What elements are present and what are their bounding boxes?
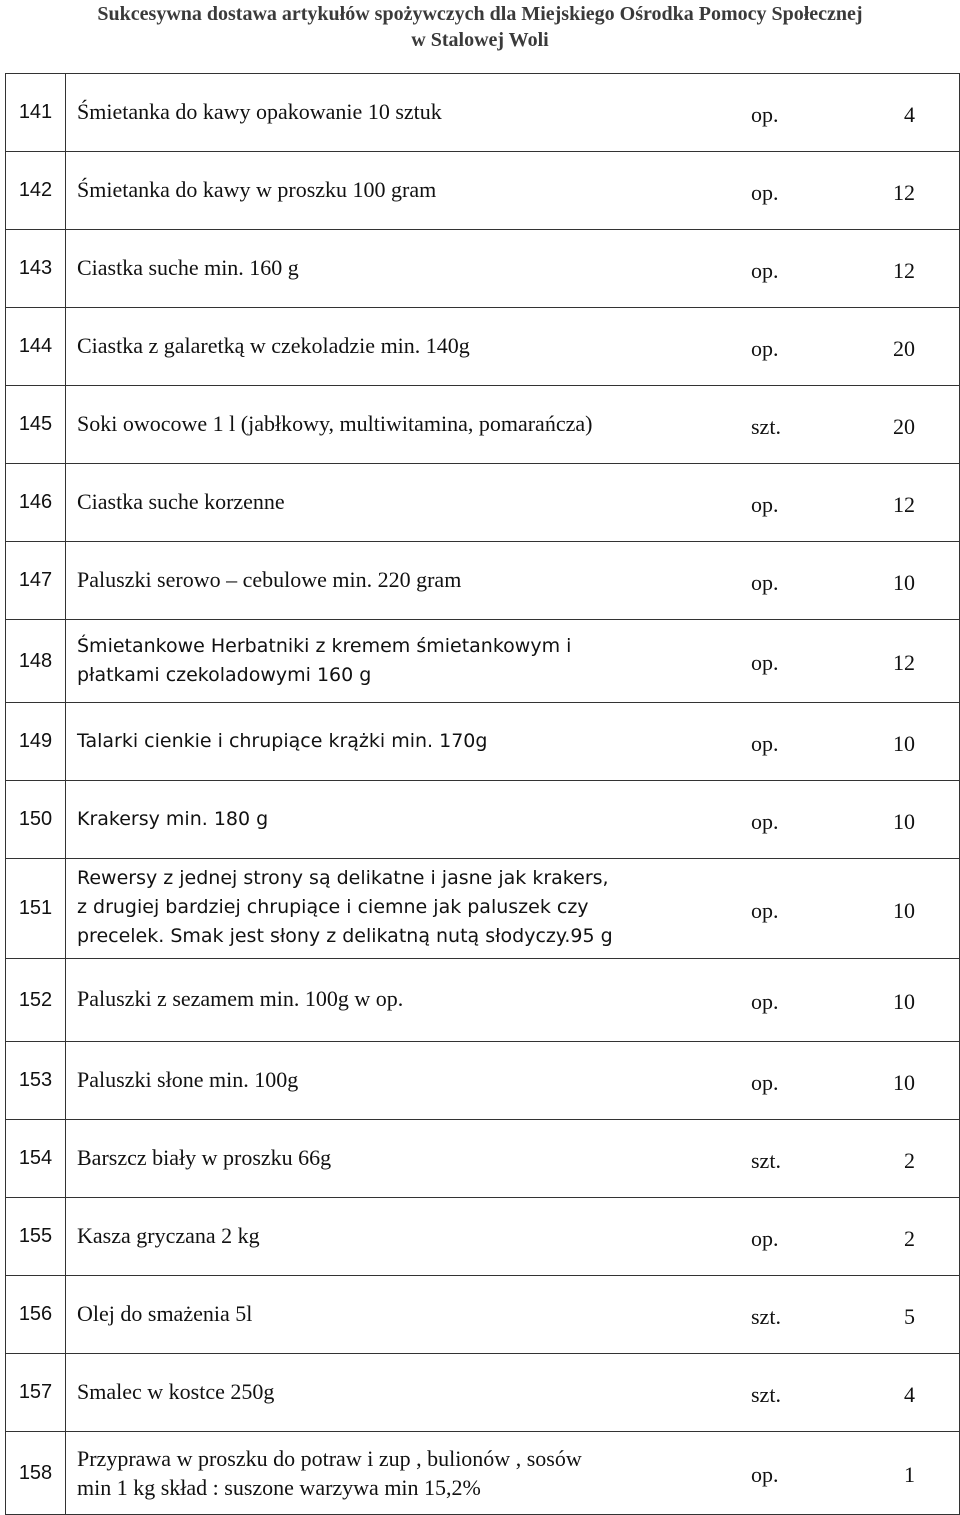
item-unit: op. bbox=[751, 1070, 779, 1095]
table-row bbox=[6, 959, 960, 1042]
item-name bbox=[77, 566, 461, 594]
item-name-line: Paluszki słone min. 100g bbox=[77, 1067, 299, 1092]
item-description-cell bbox=[66, 230, 960, 308]
item-name-line: Ciastka suche korzenne bbox=[77, 489, 285, 514]
item-number: 145 bbox=[6, 386, 66, 464]
item-description-cell bbox=[66, 859, 960, 959]
item-quantity: 10 bbox=[893, 898, 915, 923]
item-name bbox=[77, 632, 571, 690]
table-row bbox=[6, 464, 960, 542]
table-row bbox=[6, 230, 960, 308]
item-unit: op. bbox=[751, 650, 779, 675]
table-row bbox=[6, 620, 960, 703]
item-number: 146 bbox=[6, 464, 66, 542]
item-unit: op. bbox=[751, 102, 779, 127]
item-name bbox=[77, 176, 436, 204]
table-row bbox=[6, 152, 960, 230]
item-quantity: 5 bbox=[904, 1304, 915, 1329]
item-name bbox=[77, 805, 268, 833]
item-number: 150 bbox=[6, 781, 66, 859]
item-number: 148 bbox=[6, 620, 66, 703]
item-description-cell bbox=[66, 959, 960, 1042]
item-name-line: Przyprawa w proszku do potraw i zup , bulionów , sosów bbox=[77, 1446, 582, 1471]
item-description-cell bbox=[66, 542, 960, 620]
item-name bbox=[77, 332, 470, 360]
item-quantity: 2 bbox=[904, 1148, 915, 1173]
item-name-line: Krakersy min. 180 g bbox=[77, 808, 269, 830]
item-name bbox=[77, 1378, 274, 1406]
item-unit: op. bbox=[751, 989, 779, 1014]
item-name-line: Kasza gryczana 2 kg bbox=[77, 1223, 260, 1248]
item-name bbox=[77, 488, 285, 516]
item-name-line: Śmietanka do kawy opakowanie 10 sztuk bbox=[77, 99, 442, 124]
item-quantity: 20 bbox=[893, 336, 915, 361]
table-row bbox=[6, 542, 960, 620]
item-description-cell bbox=[66, 1120, 960, 1198]
item-quantity: 4 bbox=[904, 1382, 915, 1407]
item-description-cell bbox=[66, 152, 960, 230]
item-name bbox=[77, 985, 403, 1013]
item-unit: op. bbox=[751, 492, 779, 517]
item-name bbox=[77, 1144, 331, 1172]
item-unit: op. bbox=[751, 258, 779, 283]
item-unit: op. bbox=[751, 809, 779, 834]
table-row bbox=[6, 859, 960, 959]
item-name-line: Śmietankowe Herbatniki z kremem śmietankowym i bbox=[77, 635, 572, 657]
item-description-cell bbox=[66, 1198, 960, 1276]
item-name-line: Talarki cienkie i chrupiące krążki min. 170g bbox=[77, 730, 488, 752]
item-unit: op. bbox=[751, 1462, 779, 1487]
item-number: 152 bbox=[6, 959, 66, 1042]
item-name-line: Smalec w kostce 250g bbox=[77, 1379, 275, 1404]
table-row bbox=[6, 1354, 960, 1432]
item-quantity: 12 bbox=[893, 492, 915, 517]
table-row bbox=[6, 386, 960, 464]
item-quantity: 1 bbox=[904, 1462, 915, 1487]
item-name-line: Rewersy z jednej strony są delikatne i jasne jak krakers, bbox=[77, 867, 609, 889]
item-name bbox=[77, 1300, 252, 1328]
item-unit: szt. bbox=[751, 414, 781, 439]
item-description-cell bbox=[66, 464, 960, 542]
item-name-line: Paluszki serowo – cebulowe min. 220 gram bbox=[77, 567, 462, 592]
item-name-line: z drugiej bardziej chrupiące i ciemne jak paluszek czy bbox=[77, 896, 589, 918]
table-row bbox=[6, 1432, 960, 1515]
item-quantity: 12 bbox=[893, 258, 915, 283]
item-unit: op. bbox=[751, 1226, 779, 1251]
item-number: 143 bbox=[6, 230, 66, 308]
table-row bbox=[6, 1042, 960, 1120]
item-quantity: 20 bbox=[893, 414, 915, 439]
item-number: 147 bbox=[6, 542, 66, 620]
item-description-cell bbox=[66, 308, 960, 386]
item-quantity: 2 bbox=[904, 1226, 915, 1251]
item-description-cell bbox=[66, 74, 960, 152]
item-number: 144 bbox=[6, 308, 66, 386]
item-number: 155 bbox=[6, 1198, 66, 1276]
item-number: 156 bbox=[6, 1276, 66, 1354]
item-name bbox=[77, 410, 592, 438]
item-quantity: 10 bbox=[893, 989, 915, 1014]
item-unit: op. bbox=[751, 898, 779, 923]
item-quantity: 12 bbox=[893, 180, 915, 205]
table-row bbox=[6, 781, 960, 859]
item-name-line: Śmietanka do kawy w proszku 100 gram bbox=[77, 177, 437, 202]
item-quantity: 10 bbox=[893, 731, 915, 756]
item-name-line: Paluszki z sezamem min. 100g w op. bbox=[77, 986, 404, 1011]
document-header bbox=[0, 0, 960, 53]
item-name bbox=[77, 1444, 582, 1502]
item-unit: op. bbox=[751, 731, 779, 756]
item-unit: op. bbox=[751, 180, 779, 205]
item-name-line: Ciastka suche min. 160 g bbox=[77, 255, 299, 280]
item-unit: szt. bbox=[751, 1382, 781, 1407]
item-name-line: Olej do smażenia 5l bbox=[77, 1301, 253, 1326]
item-number: 151 bbox=[6, 859, 66, 959]
item-quantity: 12 bbox=[893, 650, 915, 675]
item-unit: op. bbox=[751, 570, 779, 595]
table-row bbox=[6, 74, 960, 152]
table-row bbox=[6, 703, 960, 781]
item-quantity: 4 bbox=[904, 102, 915, 127]
item-description-cell bbox=[66, 1042, 960, 1120]
item-name bbox=[77, 1222, 260, 1250]
item-quantity: 10 bbox=[893, 809, 915, 834]
item-description-cell bbox=[66, 1432, 960, 1515]
item-description-cell bbox=[66, 781, 960, 859]
header-line-2: w Stalowej Woli bbox=[411, 29, 549, 51]
item-name bbox=[77, 727, 487, 755]
item-name bbox=[77, 1066, 298, 1094]
item-name-line: Barszcz biały w proszku 66g bbox=[77, 1145, 332, 1170]
item-unit: szt. bbox=[751, 1148, 781, 1173]
item-name-line: precelek. Smak jest słony z delikatną nutą słodyczy.95 g bbox=[77, 925, 613, 947]
table-row bbox=[6, 1198, 960, 1276]
item-name bbox=[77, 864, 613, 951]
item-number: 154 bbox=[6, 1120, 66, 1198]
item-name-line: Soki owocowe 1 l (jabłkowy, multiwitamina, pomarańcza) bbox=[77, 411, 593, 436]
header-line-1: Sukcesywna dostawa artykułów spożywczych dla Miejskiego Ośrodka Pomocy Społecznej bbox=[97, 3, 863, 25]
item-number: 153 bbox=[6, 1042, 66, 1120]
item-number: 141 bbox=[6, 74, 66, 152]
table-row bbox=[6, 1120, 960, 1198]
item-unit: op. bbox=[751, 336, 779, 361]
table-row bbox=[6, 1276, 960, 1354]
item-description-cell bbox=[66, 386, 960, 464]
item-name-line: płatkami czekoladowymi 160 g bbox=[77, 664, 372, 686]
items-table bbox=[5, 73, 960, 1515]
item-description-cell bbox=[66, 703, 960, 781]
item-number: 157 bbox=[6, 1354, 66, 1432]
item-description-cell bbox=[66, 620, 960, 703]
item-quantity: 10 bbox=[893, 1070, 915, 1095]
item-description-cell bbox=[66, 1276, 960, 1354]
table-row bbox=[6, 308, 960, 386]
item-number: 158 bbox=[6, 1432, 66, 1515]
item-number: 142 bbox=[6, 152, 66, 230]
item-name-line: min 1 kg skład : suszone warzywa min 15,2% bbox=[77, 1475, 481, 1500]
item-name-line: Ciastka z galaretką w czekoladzie min. 140g bbox=[77, 333, 470, 358]
item-name bbox=[77, 254, 299, 282]
item-number: 149 bbox=[6, 703, 66, 781]
item-name bbox=[77, 98, 442, 126]
item-quantity: 10 bbox=[893, 570, 915, 595]
item-unit: szt. bbox=[751, 1304, 781, 1329]
item-description-cell bbox=[66, 1354, 960, 1432]
